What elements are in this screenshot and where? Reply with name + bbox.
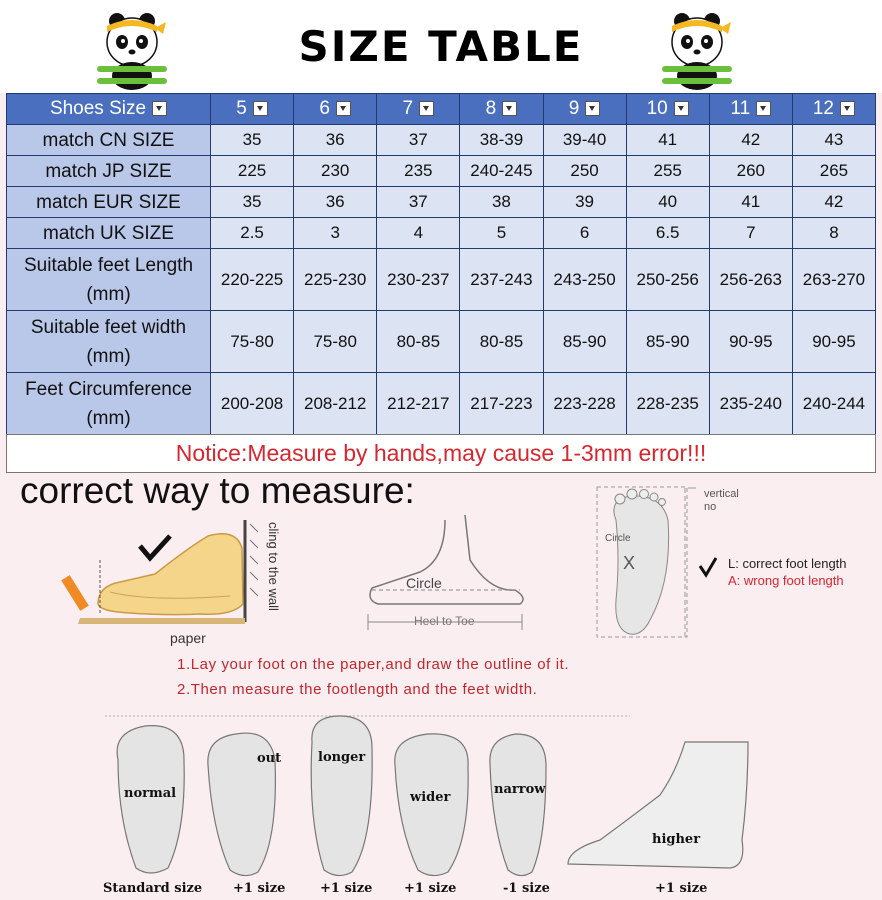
foot-type-label: longer (318, 750, 366, 765)
table-cell: 75-80 (211, 311, 294, 373)
table-cell: 3 (294, 218, 377, 249)
table-cell: 80-85 (460, 311, 543, 373)
foot-type-label: normal (124, 786, 177, 801)
table-cell: 39 (543, 187, 626, 218)
table-cell: 237-243 (460, 249, 543, 311)
table-cell: 90-95 (709, 311, 792, 373)
size-note: Standard size (103, 881, 203, 896)
table-cell: 240-244 (792, 373, 875, 435)
table-cell: 43 (792, 125, 875, 156)
foot-type-label: higher (652, 832, 701, 847)
size-header-label: 7 (402, 98, 414, 119)
wrong-length-label: A: wrong foot length (728, 573, 844, 588)
size-header-label: 8 (485, 98, 497, 119)
table-cell: 255 (626, 156, 709, 187)
page-title: SIZE TABLE (298, 22, 584, 71)
table-cell: 35 (211, 187, 294, 218)
table-cell: 240-245 (460, 156, 543, 187)
foot-top-illustration (597, 487, 716, 637)
table-cell: 40 (626, 187, 709, 218)
table-cell: 208-212 (294, 373, 377, 435)
table-cell: 235-240 (709, 373, 792, 435)
measurement-notice: Notice:Measure by hands,may cause 1-3mm error!!! (6, 434, 876, 473)
row-label-unit: (mm) (86, 345, 131, 367)
table-cell: 42 (792, 187, 875, 218)
row-label: match JP SIZE (7, 156, 211, 187)
table-cell: 42 (709, 125, 792, 156)
size-note: +1 size (233, 881, 286, 896)
table-cell: 250-256 (626, 249, 709, 311)
guide-title: correct way to measure: (20, 470, 415, 511)
table-cell: 37 (377, 125, 460, 156)
table-cell: 75-80 (294, 311, 377, 373)
table-cell: 8 (792, 218, 875, 249)
table-cell: 235 (377, 156, 460, 187)
size-header-label: 11 (730, 98, 751, 119)
row-label-unit: (mm) (86, 407, 131, 429)
circle-label: Circle (406, 575, 442, 591)
step-2-text: 2.Then measure the footlength and the feet width. (177, 681, 538, 698)
row-label: match EUR SIZE (7, 187, 211, 218)
row-label-line: Suitable feet Length (23, 254, 194, 276)
table-cell: 243-250 (543, 249, 626, 311)
foot-type-label: wider (410, 790, 451, 805)
size-header-label: 9 (568, 98, 580, 119)
table-cell: 250 (543, 156, 626, 187)
table-cell: 2.5 (211, 218, 294, 249)
row-label-line: Suitable feet width (30, 316, 187, 338)
size-note: +1 size (404, 881, 457, 896)
size-note: +1 size (655, 881, 708, 896)
table-cell: 7 (709, 218, 792, 249)
wall-label: cling to the wall (266, 522, 281, 611)
table-cell: 36 (294, 187, 377, 218)
table-cell: 217-223 (460, 373, 543, 435)
table-cell: 37 (377, 187, 460, 218)
table-cell: 212-217 (377, 373, 460, 435)
table-cell: 200-208 (211, 373, 294, 435)
table-cell: 263-270 (792, 249, 875, 311)
table-cell: 90-95 (792, 311, 875, 373)
size-header-label: 12 (812, 98, 834, 119)
paper-label: paper (170, 630, 206, 646)
table-cell: 6 (543, 218, 626, 249)
table-cell: 41 (709, 187, 792, 218)
table-cell: 41 (626, 125, 709, 156)
row-label: match UK SIZE (7, 218, 211, 249)
row-label-unit: (mm) (86, 283, 131, 305)
table-cell: 256-263 (709, 249, 792, 311)
size-note: -1 size (503, 881, 550, 896)
table-cell: 228-235 (626, 373, 709, 435)
foot-type-label: out (257, 751, 282, 766)
foot-type-label: narrow (494, 782, 546, 797)
size-header-label: 6 (319, 98, 330, 119)
table-cell: 225-230 (294, 249, 377, 311)
table-cell: 5 (460, 218, 543, 249)
table-cell: 36 (294, 125, 377, 156)
vertical-label: vertical (704, 488, 739, 500)
correct-length-label: L: correct foot length (728, 556, 847, 571)
table-cell: 260 (709, 156, 792, 187)
table-cell: 220-225 (211, 249, 294, 311)
size-note: +1 size (320, 881, 373, 896)
circle-small-label: Circle (605, 533, 631, 544)
foot-side-illustration (368, 515, 523, 630)
table-cell: 6.5 (626, 218, 709, 249)
step-1-text: 1.Lay your foot on the paper,and draw the outline of it. (177, 656, 570, 673)
no-label: no (704, 501, 717, 513)
table-cell: 35 (211, 125, 294, 156)
table-cell: 85-90 (626, 311, 709, 373)
table-cell: 80-85 (377, 311, 460, 373)
size-header-label: 5 (236, 98, 247, 119)
table-cell: 38-39 (460, 125, 543, 156)
row-label-line: Feet Circumference (25, 378, 192, 400)
row-label: match CN SIZE (7, 125, 211, 156)
table-cell: 85-90 (543, 311, 626, 373)
x-mark-label: X (623, 553, 636, 573)
table-cell: 265 (792, 156, 875, 187)
foot-on-paper-illustration (61, 520, 258, 624)
corner-header-label: Shoes Size (49, 98, 147, 119)
size-header-label: 10 (646, 98, 668, 119)
table-cell: 225 (211, 156, 294, 187)
heel-to-toe-label: Heel to Toe (414, 614, 475, 628)
table-cell: 4 (377, 218, 460, 249)
table-cell: 230-237 (377, 249, 460, 311)
table-cell: 230 (294, 156, 377, 187)
table-cell: 223-228 (543, 373, 626, 435)
table-cell: 38 (460, 187, 543, 218)
table-cell: 39-40 (543, 125, 626, 156)
